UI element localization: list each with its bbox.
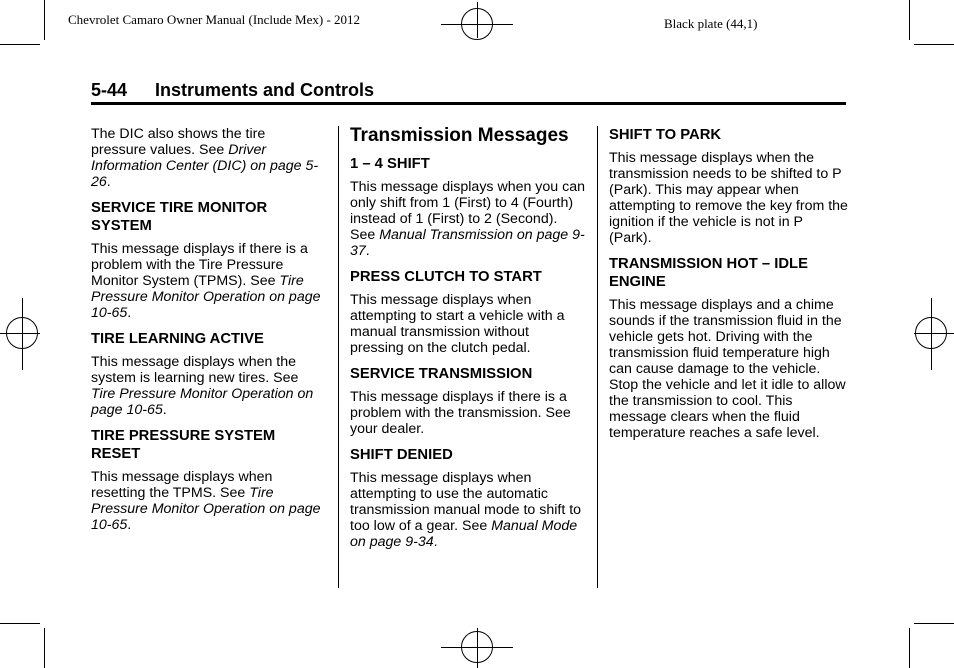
column-3 [609, 126, 849, 450]
crop-mark [0, 44, 40, 45]
paragraph: This message displays when you can only shift from 1 (First) to 4 (Fourth) instead of 1 (First) to 2 (Second). See Manual Transmission on page 9-37. [350, 179, 586, 259]
page-title [91, 80, 374, 101]
registration-mark [22, 298, 23, 370]
cross-reference: Tire Pressure Monitor Operation on page 10-65 [91, 273, 321, 321]
paragraph: This message displays when the transmission needs to be shifted to P (Park). This may appear when attempting to remove the key from the ignition if the vehicle is not in P (Park). [609, 150, 848, 246]
paragraph: The DIC also shows the tire pressure values. See Driver Information Center (DIC) on page 5-26. [91, 126, 319, 190]
registration-mark [0, 333, 40, 334]
paragraph: This message displays if there is a problem with the transmission. See your dealer. [350, 389, 571, 437]
registration-mark [477, 2, 478, 38]
crop-mark [44, 0, 45, 40]
column-divider [597, 126, 598, 588]
paragraph: This message displays when the system is learning new tires. See Tire Pressure Monitor Operation on page 10-65. [91, 354, 314, 418]
registration-mark [931, 298, 932, 370]
section-heading: TRANSMISSION HOT – IDLE ENGINE [609, 256, 808, 290]
cross-reference: Tire Pressure Monitor Operation on page 10-65 [91, 386, 314, 418]
plate-label: Black plate (44,1) [664, 16, 758, 31]
paragraph: This message displays when resetting the TPMS. See Tire Pressure Monitor Operation on page 10-65. [91, 469, 321, 533]
crop-mark [909, 628, 910, 668]
crop-mark [909, 0, 910, 40]
section-heading: SHIFT TO PARK [609, 127, 722, 143]
cross-reference: Driver Information Center (DIC) on page 5-26 [91, 142, 319, 190]
section-title: Instruments and Controls [155, 80, 375, 100]
section-title: Transmission Messages [350, 125, 569, 146]
section-heading: SERVICE TIRE MONITOR SYSTEM [91, 200, 268, 234]
paragraph: This message displays when attempting to use the automatic transmission manual mode to shift to too low of a gear. See Manual Mode on page 9-34. [350, 470, 582, 550]
crop-mark [0, 623, 40, 624]
column-2 [350, 126, 586, 559]
paragraph: This message displays if there is a problem with the Tire Pressure Monitor System (TPMS). See Tire Pressure Monitor Operation on page 10-65. [91, 241, 321, 321]
cross-reference: Manual Mode on page 9-34 [350, 518, 578, 550]
registration-mark [477, 628, 478, 668]
section-heading: PRESS CLUTCH TO START [350, 269, 542, 285]
section-heading: SERVICE TRANSMISSION [350, 366, 533, 382]
manual-name: Chevrolet Camaro Owner Manual (Include Mex) - 2012 [68, 12, 361, 27]
paragraph: This message displays when attempting to start a vehicle with a manual transmission without pressing on the clutch pedal. [350, 292, 565, 356]
section-heading: TIRE LEARNING ACTIVE [91, 331, 264, 347]
column-divider [338, 126, 339, 588]
crop-mark [44, 628, 45, 668]
page-number: 5-44 [91, 80, 128, 100]
column-1 [91, 126, 323, 542]
paragraph: This message displays and a chime sounds if the transmission fluid in the vehicle gets hot. Driving with the transmission fluid temperature high can cause damage to the vehicle. Stop the vehicle and let it idle to allow the transmission to cool. This message clears when the fluid temperature reaches a safe level. [609, 297, 846, 441]
section-heading: 1 – 4 SHIFT [350, 156, 430, 172]
crop-mark [914, 44, 954, 45]
title-rule [91, 102, 846, 105]
cross-reference: Tire Pressure Monitor Operation on page 10-65 [91, 485, 321, 533]
registration-mark [914, 333, 954, 334]
crop-mark [914, 623, 954, 624]
section-heading: TIRE PRESSURE SYSTEM RESET [91, 428, 276, 462]
section-heading: SHIFT DENIED [350, 447, 453, 463]
cross-reference: Manual Transmission on page 9-37 [350, 227, 585, 259]
